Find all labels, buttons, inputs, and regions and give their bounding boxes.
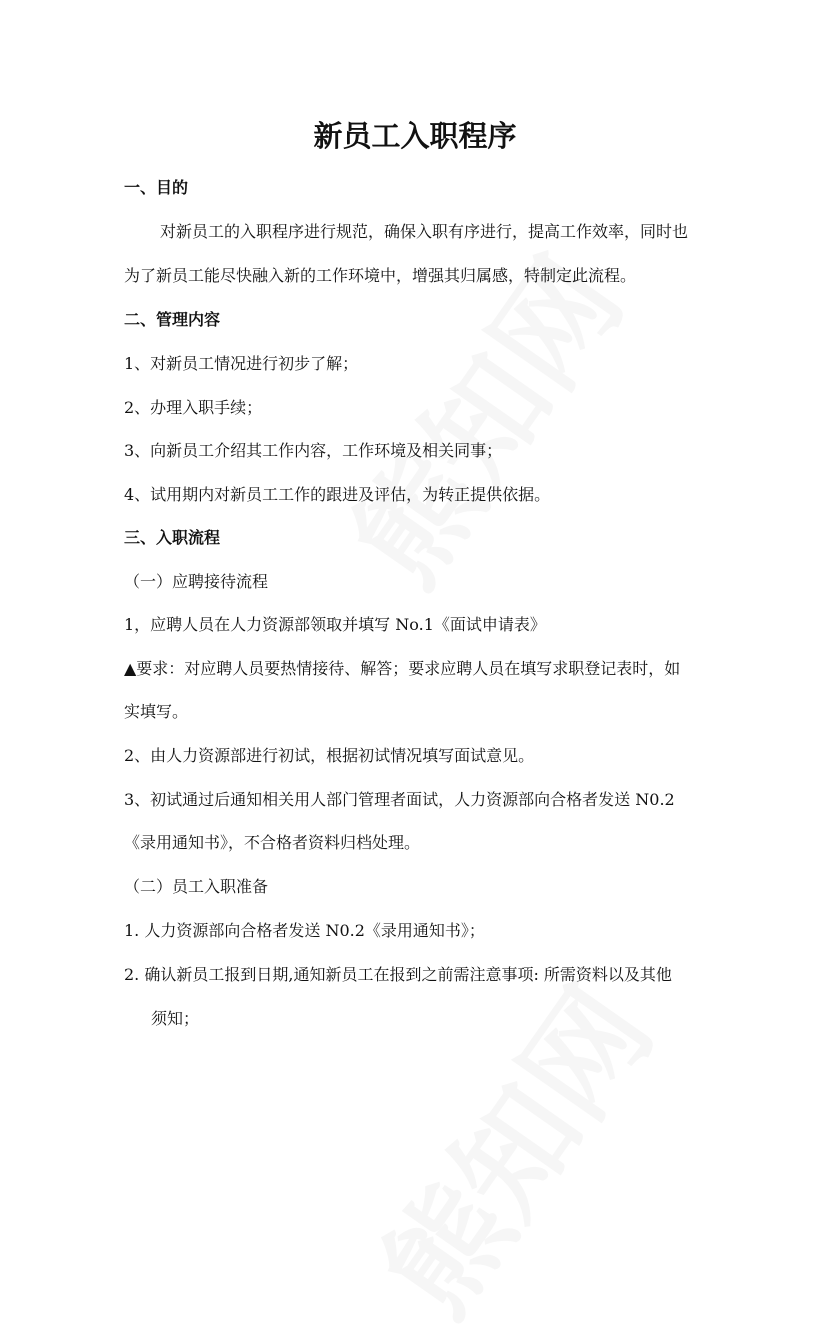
paragraph-line: 为了新员工能尽快融入新的工作环境中，增强其归属感，特制定此流程。 [124,266,637,285]
list-item: 《录用通知书》，不合格者资料归档处理。 [124,833,421,852]
section-heading: 三、入职流程 [124,528,221,547]
paragraph-line: 对新员工的入职程序进行规范，确保入职有序进行，提高工作效率，同时也 [160,222,689,241]
list-item: 3、向新员工介绍其工作内容，工作环境及相关同事； [124,441,503,460]
list-item: 2、由人力资源部进行初试，根据初试情况填写面试意见。 [124,746,535,765]
list-item: 4、试用期内对新员工工作的跟进及评估，为转正提供依据。 [124,485,551,504]
list-item: 1、对新员工情况进行初步了解； [124,354,359,373]
requirement-line: ▲要求：对应聘人员要热情接待、解答；要求应聘人员在填写求职登记表时，如 [124,659,681,678]
list-item: 1. 人力资源部向合格者发送 N0.2《录用通知书》； [124,921,485,940]
list-item: 须知； [151,1009,200,1028]
subsection-heading: （一）应聘接待流程 [124,572,269,591]
list-item: 1，应聘人员在人力资源部领取并填写 No.1《面试申请表》 [124,615,546,634]
section-heading: 一、目的 [124,178,189,197]
list-item: 3、初试通过后通知相关用人部门管理者面试，人力资源部向合格者发送 N0.2 [124,790,675,809]
section-heading: 二、管理内容 [124,310,221,329]
requirement-line: 实填写。 [124,702,189,721]
list-item: 2、办理入职手续； [124,398,263,417]
page-title: 新员工入职程序 [313,119,517,153]
subsection-heading: （二）员工入职准备 [124,877,269,896]
list-item: 2. 确认新员工报到日期,通知新员工在报到之前需注意事项: 所需资料以及其他 [124,965,672,984]
